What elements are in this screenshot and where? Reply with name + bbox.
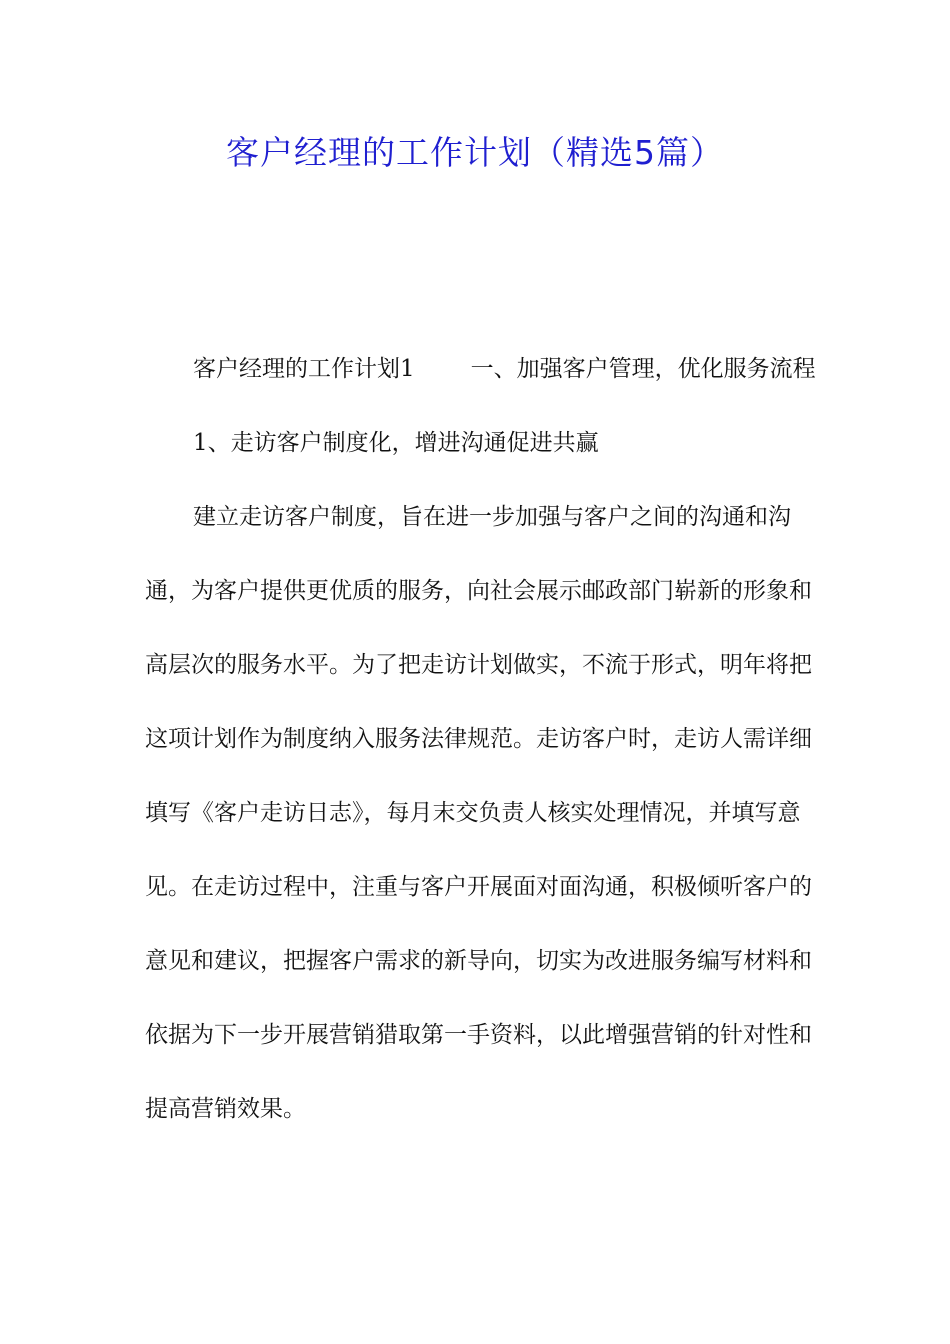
section-subtitle: 一、加强客户管理，优化服务流程: [470, 356, 816, 382]
paragraph-2: 1、走访客户制度化，增进沟通促进共赢: [193, 430, 599, 456]
paragraph-1: [145, 332, 825, 406]
document-title: 客户经理的工作计划（精选5篇）: [226, 133, 724, 172]
document-body: [145, 332, 825, 1146]
section-heading: 客户经理的工作计划1: [193, 356, 415, 382]
paragraph-3: 建立走访客户制度，旨在进一步加强与客户之间的沟通和沟通，为客户提供更优质的服务，向社会展示邮政部门崭新的形象和高层次的服务水平。为了把走访计划做实，不流于形式，明年将把这项计划作为制度纳入服务法律规范。走访客户时，走访人需详细填写《客户走访日志》，每月末交负责人核实处理情况，并填写意见。在走访过程中，注重与客户开展面对面沟通，积极倾听客户的意见和建议，把握客户需求的新导向，切实为改进服务编写材料和依据为下一步开展营销猎取第一手资料，以此增强营销的针对性和提高营销效果。: [145, 504, 812, 1122]
